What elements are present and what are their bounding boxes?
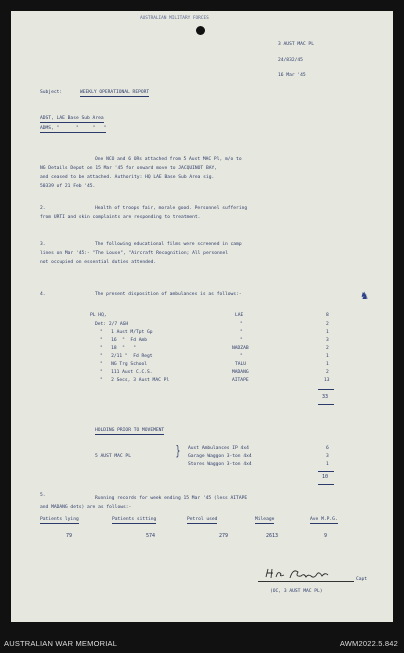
records-value-mileage: 2613: [266, 533, 279, 539]
disposition-row-loc: ": [240, 354, 243, 359]
disposition-header-loc: LAE: [235, 313, 244, 318]
disposition-row-loc: AITAPE: [232, 378, 249, 383]
brace-icon: }: [175, 444, 181, 459]
para-1-line-4: 50339 of 21 Feb '45.: [40, 184, 96, 189]
holding-unit: 5 AUST MAC PL: [95, 454, 131, 459]
disposition-row-loc: NADZAB: [232, 346, 249, 351]
disposition-row-unit: " 1 Aust M/Tpt Gp: [100, 330, 153, 335]
para-3-line-2: lines on Mar '45:- "The Louse", "Aircraft Recognition; All personnel: [40, 251, 229, 256]
disposition-row-qty: 1: [326, 330, 329, 335]
para-2-line-2: from URTI and skin complaints are responding to treatment.: [40, 215, 201, 220]
para-1-line-1: One NCO and 6 ORs attached from 5 Aust MAC Pl, m/o to: [95, 157, 242, 162]
para-5-number: 5.: [40, 493, 46, 498]
records-header-mileage: Mileage: [255, 517, 275, 522]
letterhead: AUSTRALIAN MILITARY FORCES: [140, 16, 209, 21]
disposition-row-unit: " 18 " ": [100, 346, 136, 351]
disposition-row-unit: " 111 Aust C.C.S.: [100, 370, 153, 375]
disposition-row-loc: ": [240, 330, 243, 335]
total-rule: [318, 389, 334, 390]
holding-qty: 6: [326, 446, 329, 451]
disposition-row-loc: ": [240, 322, 243, 327]
records-value-petrol: 279: [219, 533, 229, 539]
para-3-line-1: The following educational films were screened in camp: [95, 242, 242, 247]
disposition-row-loc: ": [240, 338, 243, 343]
records-header-mpg: Ave M.P.G.: [310, 517, 338, 522]
document-page: [11, 11, 393, 622]
disposition-row-loc: TALU: [235, 362, 247, 367]
addressee-line-1: ADST, LAE Base Sub Area: [40, 116, 104, 121]
footer-source: AUSTRALIAN WAR MEMORIAL: [4, 639, 118, 648]
signature-line: [258, 581, 354, 582]
total-rule: [318, 484, 334, 485]
para-1-line-3: and ceased to be attached. Authority: HQ LAE Base Sub Area sig.: [40, 175, 215, 180]
disposition-row-unit: " 2 Secs, 3 Aust MAC Pl: [100, 378, 170, 383]
ref-number: 24/832/45: [278, 58, 303, 63]
disposition-row-unit: " 2/11 " Fd Regt: [100, 354, 153, 359]
disposition-row-unit: " 16 " Fd Amb: [100, 338, 148, 343]
records-header-lying: Patients lying: [40, 517, 79, 522]
subject-title: WEEKLY OPERATIONAL REPORT: [80, 90, 150, 95]
para-2-line-1: Health of troops fair, morale good. Personnel suffering: [95, 206, 248, 211]
holding-title: HOLDING PRIOR TO MOVEMENT: [95, 428, 165, 433]
punch-hole: [196, 26, 205, 35]
disposition-row-qty: 2: [326, 322, 329, 327]
para-5-line-1: Running records for week ending 15 Mar '45 (less AITAPE: [95, 496, 248, 501]
records-value-sitting: 574: [146, 533, 156, 539]
signature-designation: (OC, 3 AUST MAC PL): [270, 589, 323, 594]
records-header-petrol: Petrol used: [187, 517, 218, 522]
disposition-row-qty: 1: [326, 362, 329, 367]
addressee-line-2: ADMS, " " " ": [40, 126, 107, 131]
holding-item: Garage Waggon 3-ton 4x4: [188, 454, 252, 459]
para-3-line-3: not occupied on essential duties attended.: [40, 260, 157, 265]
ref-unit: 3 AUST MAC PL: [278, 42, 314, 47]
disposition-row-qty: 3: [326, 338, 329, 343]
para-5-line-2: and MADANG dets) are as follows:-: [40, 505, 132, 510]
subject-label: Subject:: [40, 90, 63, 95]
holding-qty: 3: [326, 454, 329, 459]
holding-item: Aust Ambulances IP 4x4: [188, 446, 249, 451]
para-1-line-2: NG Details Depot on 15 Mar '45 for onward move to JACQUINOT BAY,: [40, 166, 218, 171]
disposition-row-unit: " NG Trg School: [100, 362, 148, 367]
disposition-row-qty: 2: [326, 370, 329, 375]
para-2-number: 2.: [40, 206, 46, 211]
signature-rank: Capt: [356, 577, 368, 582]
handwritten-mark: ♞: [360, 291, 369, 302]
disposition-first-qty: 8: [326, 313, 329, 318]
records-value-mpg: 9: [324, 533, 328, 539]
ref-date: 16 Mar '45: [278, 73, 306, 78]
disposition-header-unit: PL HQ,: [90, 313, 107, 318]
disposition-total: 33: [322, 394, 329, 400]
disposition-row-unit: Det: 2/7 AGH: [95, 322, 129, 327]
holding-item: Stores Waggon 3-ton 4x4: [188, 462, 252, 467]
records-header-sitting: Patients sitting: [112, 517, 157, 522]
footer-accession: AWM2022.5.842: [339, 639, 398, 648]
disposition-row-qty: 2: [326, 346, 329, 351]
disposition-row-qty: 13: [324, 378, 330, 383]
holding-total: 10: [322, 474, 329, 480]
total-rule: [318, 404, 334, 405]
para-3-number: 3.: [40, 242, 46, 247]
para-4-line-1: The present disposition of ambulances is as follows:-: [95, 292, 242, 297]
holding-qty: 1: [326, 462, 329, 467]
footer-bar: [0, 622, 404, 653]
disposition-row-qty: 1: [326, 354, 329, 359]
records-value-lying: 79: [66, 533, 73, 539]
disposition-row-loc: MADANG: [232, 370, 249, 375]
total-rule: [318, 471, 334, 472]
para-4-number: 4.: [40, 292, 46, 297]
